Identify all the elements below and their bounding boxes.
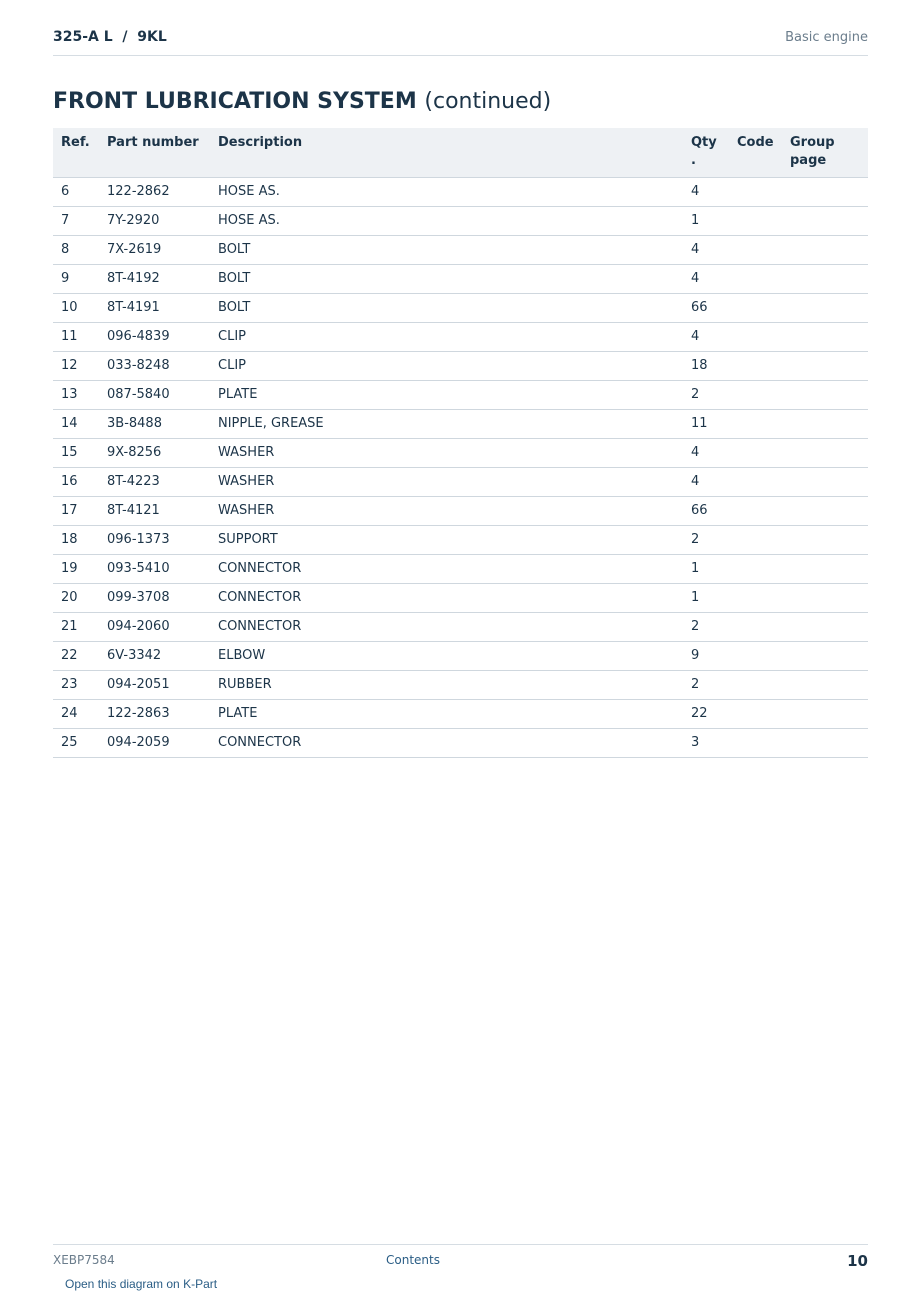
table-row: [53, 439, 868, 468]
cell-code: [729, 468, 782, 497]
cell-code: [729, 207, 782, 236]
cell-ref: 13: [53, 381, 99, 410]
cell-code: [729, 613, 782, 642]
cell-group-page: [782, 207, 868, 236]
cell-ref: 17: [53, 497, 99, 526]
cell-part-number: 3B-8488: [99, 410, 210, 439]
parts-table-header-row: [53, 128, 868, 178]
cell-group-page: [782, 323, 868, 352]
cell-qty: 11: [683, 410, 729, 439]
cell-part-number: 7Y-2920: [99, 207, 210, 236]
cell-ref: 20: [53, 584, 99, 613]
cell-qty: 1: [683, 555, 729, 584]
cell-code: [729, 555, 782, 584]
cell-part-number: 099-3708: [99, 584, 210, 613]
cell-group-page: [782, 468, 868, 497]
cell-description: NIPPLE, GREASE: [210, 410, 683, 439]
page-title-suffix: (continued): [424, 89, 552, 114]
cell-description: BOLT: [210, 294, 683, 323]
open-kpart-link[interactable]: Open this diagram on K-Part: [65, 1277, 218, 1291]
cell-ref: 23: [53, 671, 99, 700]
cell-part-number: 8T-4192: [99, 265, 210, 294]
cell-group-page: [782, 671, 868, 700]
cell-ref: 12: [53, 352, 99, 381]
parts-table: [53, 128, 868, 758]
cell-ref: 6: [53, 178, 99, 207]
cell-qty: 22: [683, 700, 729, 729]
cell-code: [729, 323, 782, 352]
cell-code: [729, 642, 782, 671]
cell-qty: 2: [683, 526, 729, 555]
cell-ref: 24: [53, 700, 99, 729]
cell-ref: 16: [53, 468, 99, 497]
cell-description: CONNECTOR: [210, 613, 683, 642]
cell-qty: 18: [683, 352, 729, 381]
cell-qty: 2: [683, 671, 729, 700]
cell-ref: 22: [53, 642, 99, 671]
cell-code: [729, 294, 782, 323]
cell-qty: 66: [683, 294, 729, 323]
table-row: [53, 265, 868, 294]
cell-part-number: 096-1373: [99, 526, 210, 555]
cell-group-page: [782, 700, 868, 729]
cell-description: HOSE AS.: [210, 178, 683, 207]
cell-ref: 11: [53, 323, 99, 352]
cell-part-number: 096-4839: [99, 323, 210, 352]
cell-code: [729, 700, 782, 729]
cell-code: [729, 265, 782, 294]
cell-code: [729, 671, 782, 700]
table-row: [53, 323, 868, 352]
cell-qty: 1: [683, 207, 729, 236]
cell-description: CLIP: [210, 323, 683, 352]
table-row: [53, 613, 868, 642]
cell-description: WASHER: [210, 497, 683, 526]
cell-ref: 8: [53, 236, 99, 265]
cell-qty: 1: [683, 584, 729, 613]
footer-divider: [53, 1244, 868, 1245]
cell-code: [729, 439, 782, 468]
table-row: [53, 497, 868, 526]
cell-part-number: 087-5840: [99, 381, 210, 410]
table-row: [53, 700, 868, 729]
table-row: [53, 352, 868, 381]
cell-group-page: [782, 584, 868, 613]
cell-description: SUPPORT: [210, 526, 683, 555]
page-header: [53, 28, 868, 56]
cell-description: PLATE: [210, 700, 683, 729]
column-header-qty: Qty .: [683, 128, 729, 178]
page-title-main: FRONT LUBRICATION SYSTEM: [53, 89, 417, 114]
cell-qty: 4: [683, 178, 729, 207]
cell-description: CONNECTOR: [210, 555, 683, 584]
cell-ref: 14: [53, 410, 99, 439]
cell-group-page: [782, 410, 868, 439]
cell-ref: 15: [53, 439, 99, 468]
table-row: [53, 381, 868, 410]
cell-qty: 2: [683, 613, 729, 642]
column-header-description: Description: [210, 128, 683, 178]
cell-group-page: [782, 265, 868, 294]
cell-description: CONNECTOR: [210, 584, 683, 613]
page-number: 10: [847, 1252, 868, 1270]
cell-ref: 9: [53, 265, 99, 294]
cell-code: [729, 584, 782, 613]
cell-group-page: [782, 178, 868, 207]
cell-group-page: [782, 642, 868, 671]
cell-ref: 19: [53, 555, 99, 584]
table-row: [53, 526, 868, 555]
column-header-group-page: Group page: [782, 128, 868, 178]
table-row: [53, 468, 868, 497]
cell-qty: 4: [683, 236, 729, 265]
cell-description: CLIP: [210, 352, 683, 381]
cell-part-number: 8T-4121: [99, 497, 210, 526]
cell-code: [729, 497, 782, 526]
cell-group-page: [782, 294, 868, 323]
cell-qty: 2: [683, 381, 729, 410]
page-title: [53, 89, 551, 114]
cell-code: [729, 352, 782, 381]
cell-part-number: 6V-3342: [99, 642, 210, 671]
cell-ref: 10: [53, 294, 99, 323]
table-row: [53, 642, 868, 671]
cell-part-number: 8T-4223: [99, 468, 210, 497]
column-header-code: Code: [729, 128, 782, 178]
cell-part-number: 033-8248: [99, 352, 210, 381]
cell-qty: 4: [683, 439, 729, 468]
cell-qty: 66: [683, 497, 729, 526]
cell-group-page: [782, 236, 868, 265]
cell-code: [729, 410, 782, 439]
cell-code: [729, 729, 782, 758]
cell-group-page: [782, 497, 868, 526]
cell-ref: 25: [53, 729, 99, 758]
cell-qty: 9: [683, 642, 729, 671]
cell-description: CONNECTOR: [210, 729, 683, 758]
cell-ref: 18: [53, 526, 99, 555]
table-row: [53, 671, 868, 700]
document-id: XEBP7584: [53, 1253, 115, 1267]
cell-ref: 7: [53, 207, 99, 236]
cell-group-page: [782, 729, 868, 758]
cell-qty: 4: [683, 265, 729, 294]
cell-group-page: [782, 613, 868, 642]
cell-part-number: 094-2059: [99, 729, 210, 758]
cell-part-number: 7X-2619: [99, 236, 210, 265]
cell-part-number: 094-2060: [99, 613, 210, 642]
model-label: 325-A L / 9KL: [53, 29, 167, 45]
cell-group-page: [782, 352, 868, 381]
cell-part-number: 8T-4191: [99, 294, 210, 323]
contents-link[interactable]: Contents: [386, 1253, 440, 1267]
section-label: Basic engine: [785, 30, 868, 45]
cell-qty: 4: [683, 323, 729, 352]
cell-group-page: [782, 555, 868, 584]
cell-description: BOLT: [210, 265, 683, 294]
column-header-ref: Ref.: [53, 128, 99, 178]
parts-table-body: [53, 178, 868, 758]
cell-code: [729, 236, 782, 265]
cell-description: ELBOW: [210, 642, 683, 671]
cell-description: PLATE: [210, 381, 683, 410]
cell-group-page: [782, 439, 868, 468]
cell-part-number: 094-2051: [99, 671, 210, 700]
cell-description: RUBBER: [210, 671, 683, 700]
column-header-part-number: Part number: [99, 128, 210, 178]
cell-description: WASHER: [210, 439, 683, 468]
table-row: [53, 584, 868, 613]
cell-code: [729, 178, 782, 207]
cell-part-number: 093-5410: [99, 555, 210, 584]
cell-part-number: 122-2863: [99, 700, 210, 729]
table-row: [53, 729, 868, 758]
table-row: [53, 207, 868, 236]
cell-description: BOLT: [210, 236, 683, 265]
cell-part-number: 9X-8256: [99, 439, 210, 468]
cell-description: WASHER: [210, 468, 683, 497]
cell-qty: 4: [683, 468, 729, 497]
table-row: [53, 410, 868, 439]
cell-qty: 3: [683, 729, 729, 758]
cell-code: [729, 526, 782, 555]
table-row: [53, 236, 868, 265]
cell-ref: 21: [53, 613, 99, 642]
cell-group-page: [782, 381, 868, 410]
cell-group-page: [782, 526, 868, 555]
cell-code: [729, 381, 782, 410]
table-row: [53, 294, 868, 323]
cell-description: HOSE AS.: [210, 207, 683, 236]
cell-part-number: 122-2862: [99, 178, 210, 207]
table-row: [53, 178, 868, 207]
table-row: [53, 555, 868, 584]
